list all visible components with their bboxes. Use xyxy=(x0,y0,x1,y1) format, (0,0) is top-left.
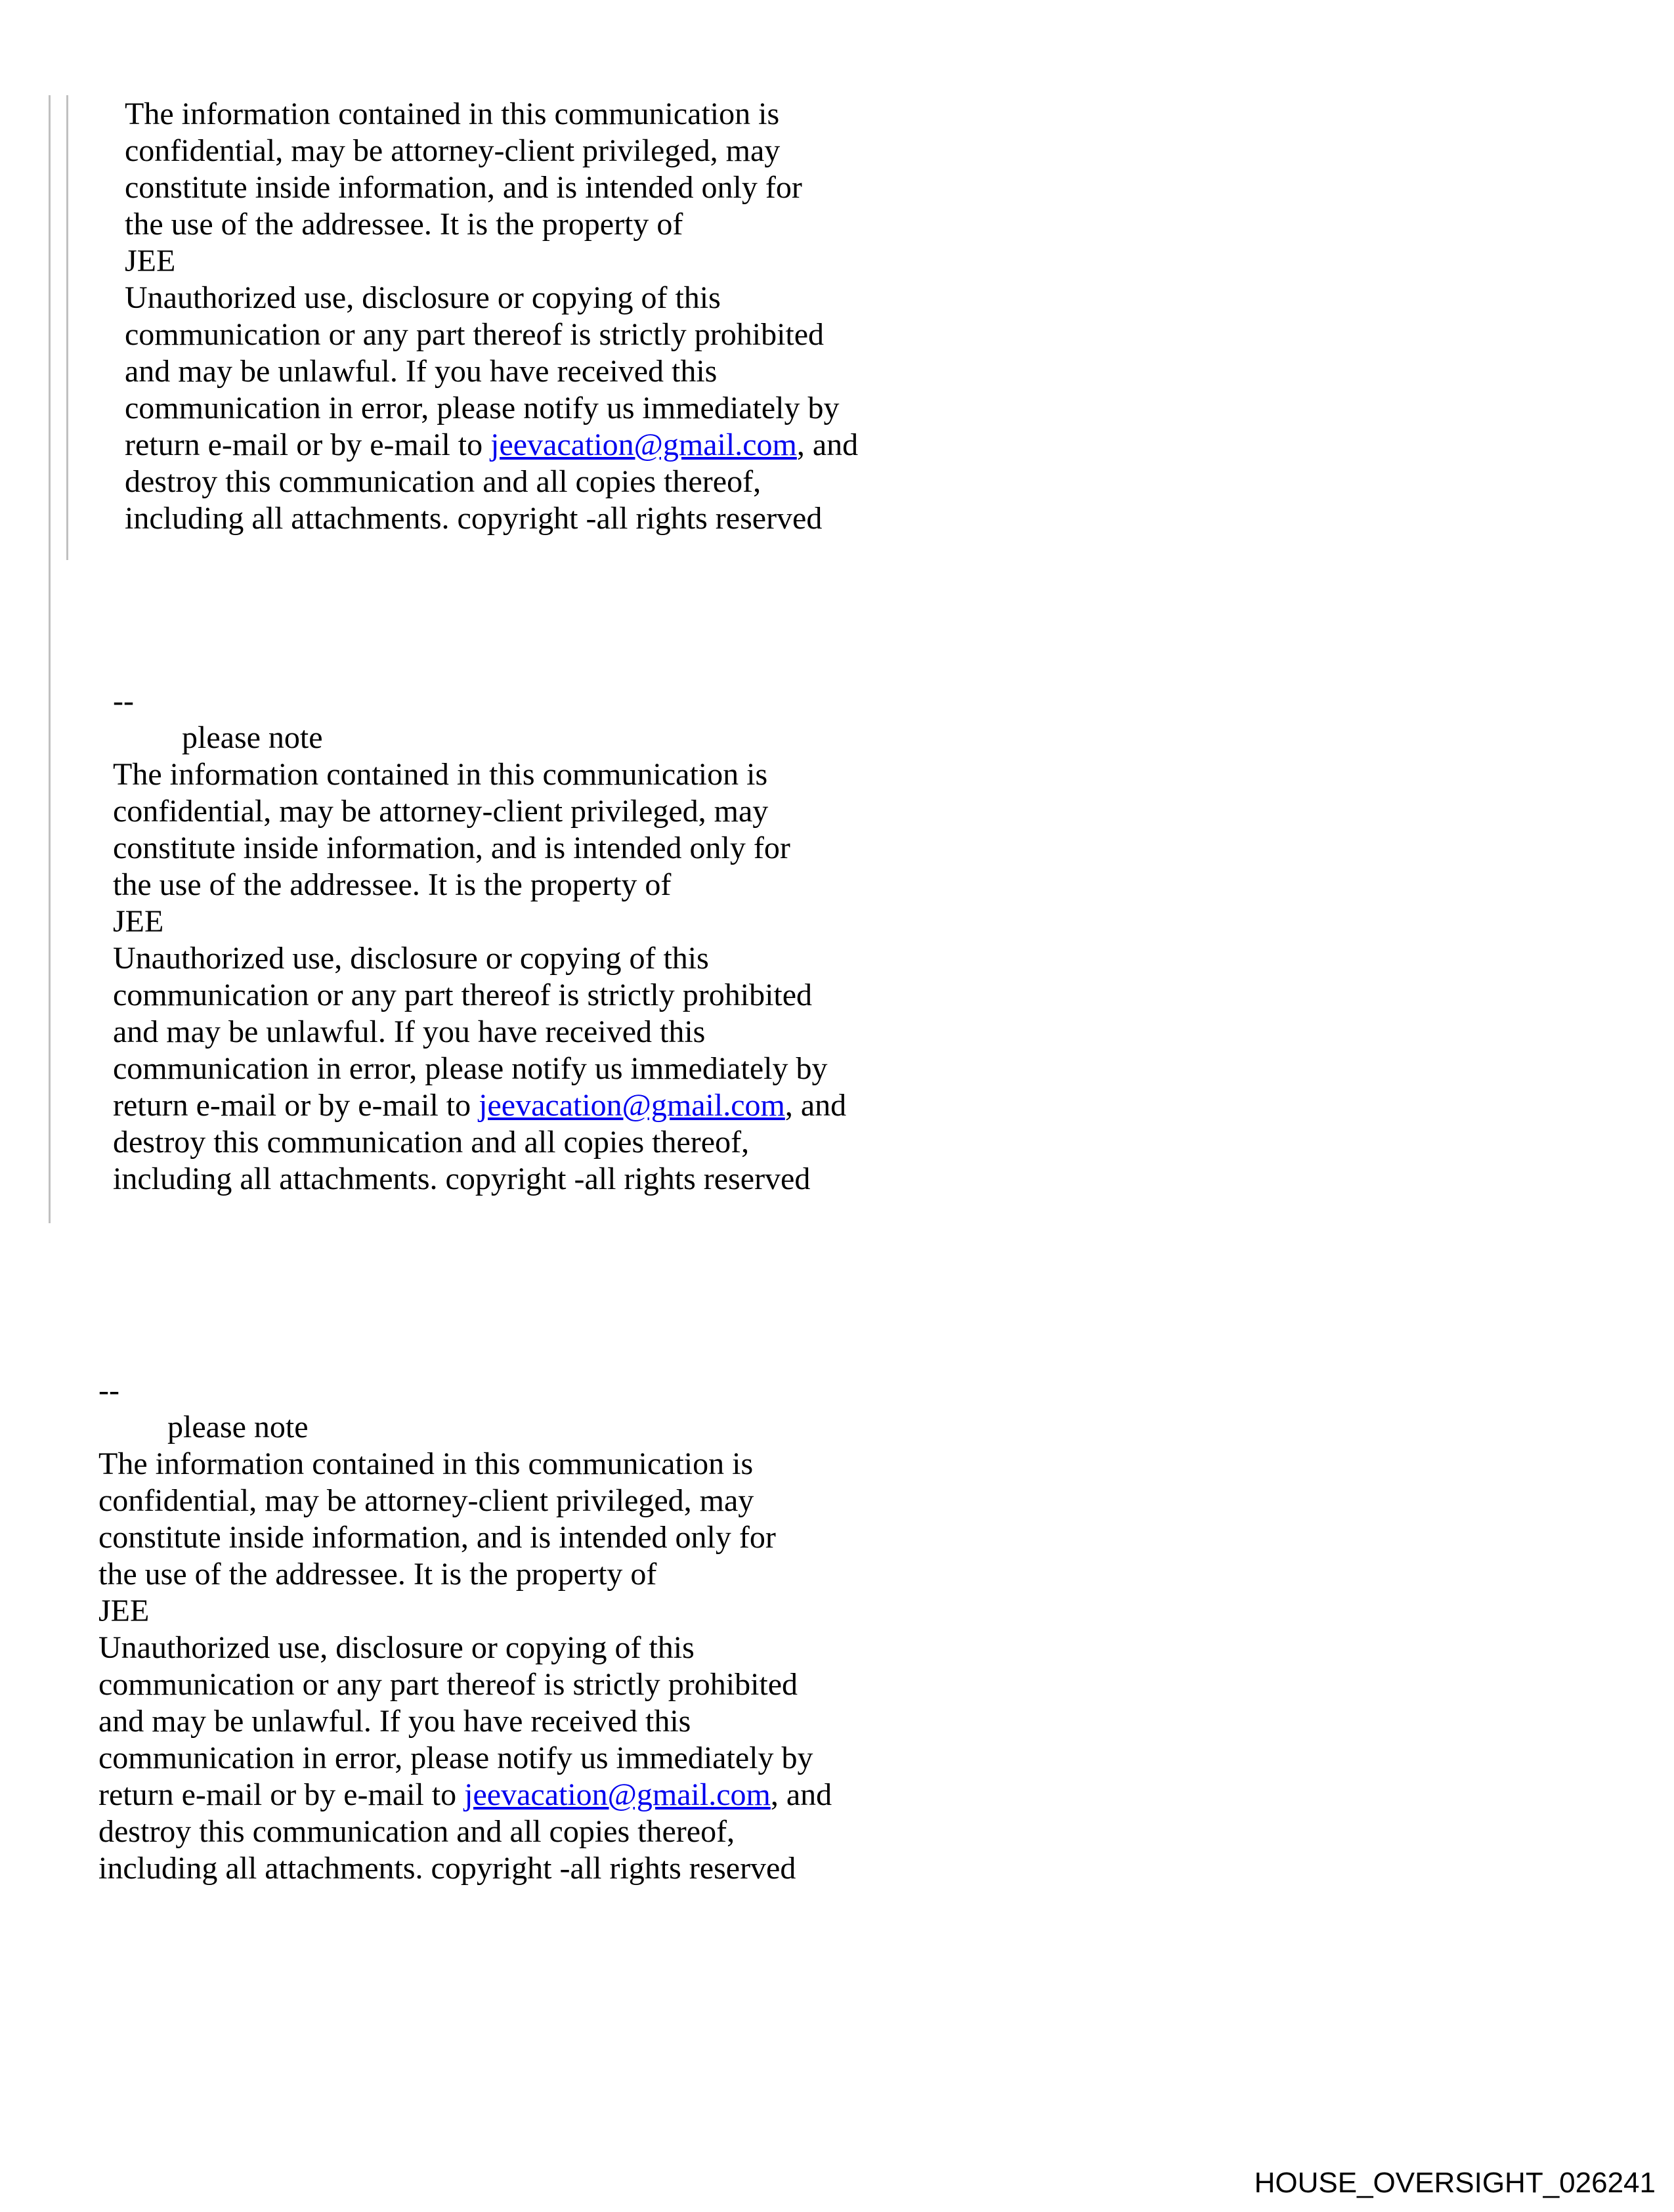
bates-number: HOUSE_OVERSIGHT_026241 xyxy=(1254,2167,1656,2199)
disclaimer-line: confidential, may be attorney-client privileged, may xyxy=(113,794,769,829)
link-line-before: return e-mail or by e-mail to xyxy=(113,1088,479,1123)
disclaimer-line: confidential, may be attorney-client privileged, may xyxy=(125,133,781,168)
email-link[interactable]: jeevacation@gmail.com xyxy=(479,1088,785,1123)
disclaimer-line: the use of the addressee. It is the property of xyxy=(113,867,672,902)
quote-bar-inner xyxy=(66,95,68,560)
disclaimer-line: communication or any part thereof is strictly prohibited xyxy=(98,1667,798,1702)
disclaimer-line: communication in error, please notify us immediately by xyxy=(125,391,840,425)
link-line-before: return e-mail or by e-mail to xyxy=(98,1777,465,1812)
disclaimer-line: The information contained in this communication is xyxy=(113,757,768,792)
disclaimer-line: JEE xyxy=(113,904,164,939)
disclaimer-block-3 xyxy=(98,1372,832,1887)
disclaimer-line: destroy this communication and all copies thereof, xyxy=(98,1814,735,1849)
disclaimer-line xyxy=(125,427,858,464)
disclaimer-line: destroy this communication and all copies thereof, xyxy=(113,1125,750,1160)
quote-separator: -- xyxy=(113,683,134,718)
disclaimer-line: the use of the addressee. It is the property of xyxy=(125,207,683,242)
disclaimer-block-1 xyxy=(125,96,858,537)
disclaimer-line: and may be unlawful. If you have received this xyxy=(113,1014,706,1049)
link-line-after: , and xyxy=(796,427,859,462)
disclaimer-line: confidential, may be attorney-client privileged, may xyxy=(98,1483,754,1518)
disclaimer-line: communication in error, please notify us immediately by xyxy=(113,1051,828,1086)
note-label: please note xyxy=(167,1410,309,1444)
quote-separator: -- xyxy=(98,1373,119,1408)
disclaimer-line: including all attachments. copyright -all rights reserved xyxy=(125,501,823,536)
disclaimer-line: The information contained in this communication is xyxy=(125,97,780,131)
link-line-after: , and xyxy=(770,1777,832,1812)
disclaimer-line: communication or any part thereof is strictly prohibited xyxy=(125,317,825,352)
note-label: please note xyxy=(182,720,323,755)
disclaimer-line: constitute inside information, and is intended only for xyxy=(113,831,790,865)
quote-bar-outer xyxy=(49,95,51,1223)
disclaimer-line: including all attachments. copyright -all rights reserved xyxy=(113,1161,811,1196)
disclaimer-line: including all attachments. copyright -all rights reserved xyxy=(98,1851,796,1886)
email-link[interactable]: jeevacation@gmail.com xyxy=(464,1777,771,1812)
disclaimer-line: communication in error, please notify us immediately by xyxy=(98,1741,813,1775)
disclaimer-line: and may be unlawful. If you have received this xyxy=(98,1704,691,1739)
disclaimer-line xyxy=(98,1777,832,1813)
disclaimer-line: Unauthorized use, disclosure or copying of this xyxy=(113,941,709,976)
disclaimer-line: JEE xyxy=(125,244,176,278)
disclaimer-line: the use of the addressee. It is the property of xyxy=(98,1557,657,1592)
disclaimer-line: The information contained in this communication is xyxy=(98,1446,754,1481)
disclaimer-block-2 xyxy=(113,683,846,1198)
disclaimer-line xyxy=(113,1087,846,1124)
disclaimer-line: communication or any part thereof is strictly prohibited xyxy=(113,978,813,1012)
link-line-before: return e-mail or by e-mail to xyxy=(125,427,491,462)
disclaimer-line: constitute inside information, and is intended only for xyxy=(125,170,802,205)
link-line-after: , and xyxy=(784,1088,847,1123)
disclaimer-line: and may be unlawful. If you have received this xyxy=(125,354,718,389)
disclaimer-line: constitute inside information, and is intended only for xyxy=(98,1520,776,1555)
email-link[interactable]: jeevacation@gmail.com xyxy=(490,427,797,462)
disclaimer-line: Unauthorized use, disclosure or copying of this xyxy=(98,1630,695,1665)
disclaimer-line: Unauthorized use, disclosure or copying of this xyxy=(125,280,721,315)
disclaimer-line: JEE xyxy=(98,1594,150,1628)
disclaimer-line: destroy this communication and all copies thereof, xyxy=(125,464,762,499)
